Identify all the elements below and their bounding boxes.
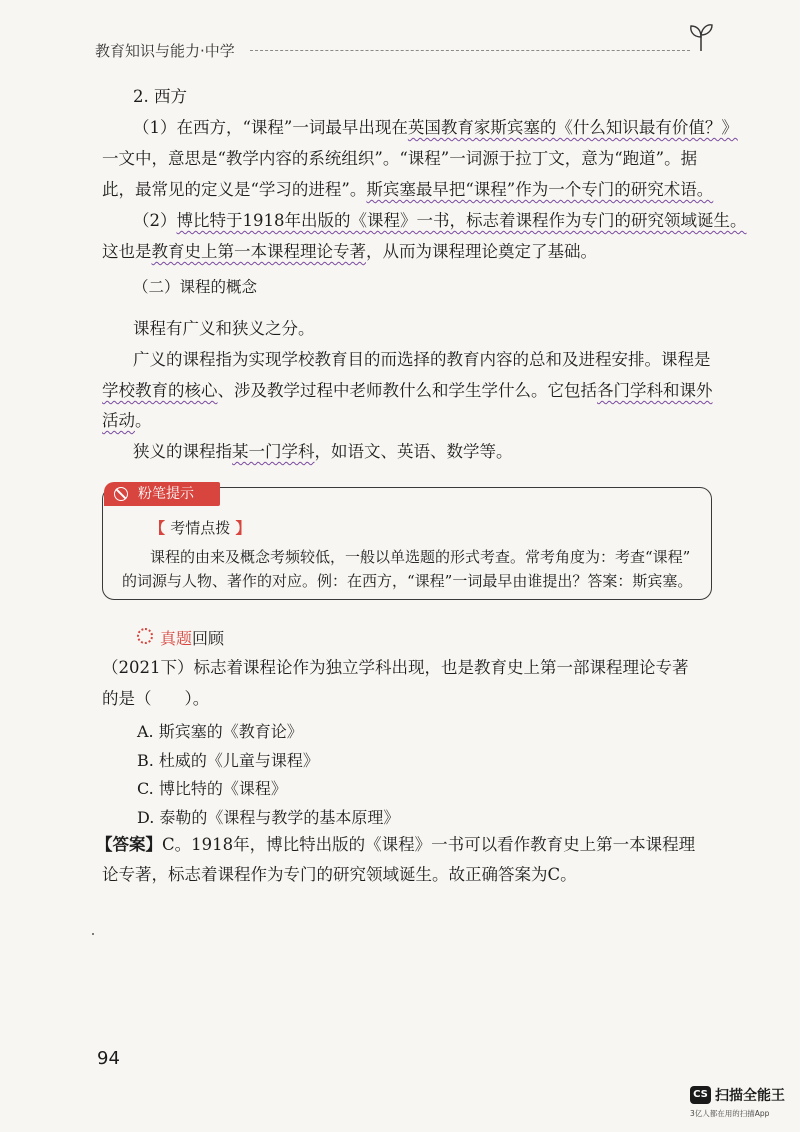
text: （2）: [133, 211, 177, 230]
underlined-text: 博比特于1918年出版的《课程》一书，标志着课程作为专门的研究领域诞生。: [176, 211, 747, 230]
question-line-1: （2021下）标志着课程论作为独立学科出现，也是教育史上第一部课程理论专著: [102, 658, 689, 677]
paragraph-1-line-1: [133, 117, 738, 139]
no-sign-icon: [114, 487, 128, 501]
concept-heading: （二）课程的概念: [133, 278, 258, 296]
broad-line-2: [102, 380, 713, 402]
underlined-text: 斯宾塞最早把“课程”作为一个专门的研究术语。: [366, 180, 714, 199]
narrow-line: [133, 441, 513, 463]
text: 。: [135, 411, 152, 430]
text: C。1918年，博比特出版的《课程》一书可以看作教育史上第一本课程理: [162, 835, 696, 854]
paragraph-1-line-2: 一文中，意思是“教学内容的系统组织”。“课程”一词源于拉丁文，意为“跑道”。据: [102, 149, 698, 168]
concept-intro: 课程有广义和狭义之分。: [133, 319, 315, 338]
watermark-title: 扫描全能王: [715, 1088, 785, 1104]
review-title: [160, 626, 224, 649]
scanner-logo: CS: [690, 1086, 711, 1104]
question-line-2: 的是（ ）。: [102, 689, 210, 708]
broad-line-1: 广义的课程指为实现学校教育目的而选择的教育内容的总和及进程安排。课程是: [133, 350, 711, 369]
answer-line-2: 论专著，标志着课程作为专门的研究领域诞生。故正确答案为C。: [102, 865, 577, 884]
underlined-text: 学校教育的核心: [102, 381, 218, 400]
underlined-text: 各门学科和课外: [597, 381, 713, 400]
text: 这也是: [102, 242, 152, 261]
text: 、涉及教学过程中老师教什么和学生学什么。它包括: [217, 381, 597, 400]
text: 此，最常见的定义是“学习的进程”。: [102, 180, 367, 199]
review-title-rest: 回顾: [192, 629, 225, 648]
gear-icon: [137, 628, 153, 644]
answer-label: 【答案】: [96, 835, 162, 854]
option-c: C. 博比特的《课程》: [137, 779, 287, 798]
sprout-icon: [688, 22, 714, 52]
text: ，如语文、英语、数学等。: [314, 442, 513, 461]
text: ，从而为课程理论奠定了基础。: [366, 242, 597, 261]
broad-line-3: [102, 410, 152, 432]
underlined-text: 英国教育家斯宾塞的《什么知识最有价值？》: [407, 118, 738, 137]
option-a: A. 斯宾塞的《教育论》: [137, 722, 303, 741]
underlined-text: 某一门学科: [232, 442, 315, 461]
text: 狭义的课程指: [133, 442, 232, 461]
option-d: D. 泰勒的《课程与教学的基本原理》: [137, 808, 400, 827]
tip-line-1: 课程的由来及概念考频较低，一般以单选题的形式考查。常考角度为：考查“课程”: [150, 548, 691, 566]
text: （1）在西方，“课程”一词最早出现在: [133, 118, 408, 137]
paragraph-1-line-3: [102, 179, 713, 201]
header-rule: [250, 50, 690, 51]
header-title: 教育知识与能力·中学: [95, 42, 235, 60]
speck: [92, 933, 94, 935]
underlined-text: 教育史上第一本课程理论专著: [151, 242, 366, 261]
tip-line-2: 的词源与人物、著作的对应。例：在西方，“课程”一词最早由谁提出？答案：斯宾塞。: [122, 572, 693, 590]
underlined-text: 活动: [102, 411, 135, 430]
section-heading: 2. 西方: [133, 87, 187, 106]
paragraph-2-line-2: [102, 241, 597, 263]
tip-heading-text: 考情点拨: [170, 519, 231, 537]
tip-tab-label: 粉笔提示: [138, 486, 194, 502]
paragraph-2-line-1: [133, 210, 747, 232]
option-b: B. 杜威的《儿童与课程》: [137, 751, 319, 770]
tip-heading: 【 考情点拨 】: [150, 519, 251, 537]
answer-line-1: [96, 834, 695, 856]
watermark-subtitle: 3亿人都在用的扫描App: [690, 1109, 770, 1118]
page-number: 94: [97, 1048, 120, 1069]
review-title-red: 真题: [160, 629, 193, 648]
tip-tab: [104, 482, 220, 506]
